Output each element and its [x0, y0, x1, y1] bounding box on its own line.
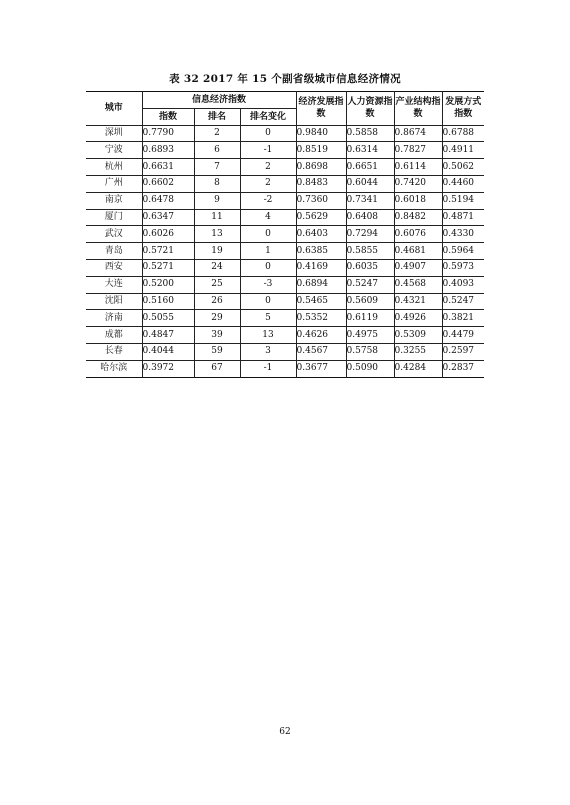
cell-dev-mode: 0.5973	[442, 259, 484, 276]
page-number: 62	[279, 727, 291, 737]
table-row	[86, 327, 484, 344]
cell-city: 深圳	[86, 125, 142, 142]
cell-dev-mode: 0.5247	[442, 293, 484, 310]
cell-index: 0.6478	[142, 192, 194, 209]
cell-industry: 0.4907	[394, 259, 442, 276]
cell-dev-mode: 0.4479	[442, 327, 484, 344]
cell-index: 0.6602	[142, 175, 194, 192]
cell-dev-mode: 0.2837	[442, 360, 484, 377]
cell-industry: 0.5309	[394, 327, 442, 344]
cell-dev-mode: 0.5964	[442, 243, 484, 260]
cell-dev-mode: 0.6788	[442, 125, 484, 142]
cell-index: 0.5200	[142, 276, 194, 293]
table-row	[86, 175, 484, 192]
header-rank-change: 排名变化	[240, 108, 296, 125]
cell-human-res: 0.5855	[346, 243, 394, 260]
header-dev-mode: 发展方式指数	[442, 92, 484, 126]
cell-dev-mode: 0.4871	[442, 209, 484, 226]
cell-econ-dev: 0.5629	[296, 209, 346, 226]
cell-dev-mode: 0.4911	[442, 142, 484, 159]
table-row	[86, 243, 484, 260]
cell-econ-dev: 0.4567	[296, 343, 346, 360]
cell-rank: 67	[194, 360, 240, 377]
cell-rank: 39	[194, 327, 240, 344]
table-row	[86, 276, 484, 293]
cell-rank-change: 0	[240, 293, 296, 310]
header-info-economy: 信息经济指数	[142, 92, 296, 109]
cell-index: 0.5271	[142, 259, 194, 276]
table-row	[86, 343, 484, 360]
cell-city: 杭州	[86, 159, 142, 176]
table-row	[86, 259, 484, 276]
cell-econ-dev: 0.5352	[296, 310, 346, 327]
cell-industry: 0.4284	[394, 360, 442, 377]
cell-human-res: 0.6035	[346, 259, 394, 276]
cell-dev-mode: 0.5194	[442, 192, 484, 209]
cell-rank-change: -1	[240, 142, 296, 159]
cell-rank-change: 3	[240, 343, 296, 360]
cell-index: 0.6026	[142, 226, 194, 243]
cell-econ-dev: 0.6403	[296, 226, 346, 243]
cell-human-res: 0.5609	[346, 293, 394, 310]
cell-econ-dev: 0.8519	[296, 142, 346, 159]
cell-econ-dev: 0.3677	[296, 360, 346, 377]
cell-econ-dev: 0.8483	[296, 175, 346, 192]
data-table	[86, 91, 484, 378]
cell-industry: 0.8674	[394, 125, 442, 142]
table-row	[86, 226, 484, 243]
cell-city: 宁波	[86, 142, 142, 159]
cell-city: 沈阳	[86, 293, 142, 310]
cell-city: 成都	[86, 327, 142, 344]
cell-industry: 0.7827	[394, 142, 442, 159]
header-industry: 产业结构指数	[394, 92, 442, 126]
cell-human-res: 0.7341	[346, 192, 394, 209]
cell-econ-dev: 0.9840	[296, 125, 346, 142]
table-header	[86, 92, 484, 126]
cell-rank-change: 5	[240, 310, 296, 327]
table-row	[86, 142, 484, 159]
cell-rank: 7	[194, 159, 240, 176]
cell-industry: 0.3255	[394, 343, 442, 360]
cell-city: 厦门	[86, 209, 142, 226]
cell-city: 武汉	[86, 226, 142, 243]
cell-rank-change: 0	[240, 259, 296, 276]
cell-rank-change: 1	[240, 243, 296, 260]
cell-industry: 0.6076	[394, 226, 442, 243]
cell-rank-change: -2	[240, 192, 296, 209]
cell-rank: 2	[194, 125, 240, 142]
cell-rank: 8	[194, 175, 240, 192]
cell-rank: 29	[194, 310, 240, 327]
table-row	[86, 159, 484, 176]
cell-rank: 59	[194, 343, 240, 360]
cell-index: 0.6347	[142, 209, 194, 226]
cell-city: 青岛	[86, 243, 142, 260]
cell-index: 0.7790	[142, 125, 194, 142]
header-row-1	[86, 92, 484, 109]
cell-human-res: 0.4975	[346, 327, 394, 344]
cell-dev-mode: 0.4093	[442, 276, 484, 293]
cell-index: 0.4847	[142, 327, 194, 344]
cell-human-res: 0.6408	[346, 209, 394, 226]
cell-rank-change: -1	[240, 360, 296, 377]
cell-human-res: 0.5858	[346, 125, 394, 142]
cell-human-res: 0.6119	[346, 310, 394, 327]
cell-industry: 0.7420	[394, 175, 442, 192]
cell-city: 济南	[86, 310, 142, 327]
table-row	[86, 209, 484, 226]
cell-index: 0.4044	[142, 343, 194, 360]
cell-city: 长春	[86, 343, 142, 360]
cell-index: 0.5160	[142, 293, 194, 310]
cell-dev-mode: 0.4460	[442, 175, 484, 192]
cell-index: 0.5721	[142, 243, 194, 260]
cell-rank-change: -3	[240, 276, 296, 293]
cell-rank: 19	[194, 243, 240, 260]
cell-dev-mode: 0.5062	[442, 159, 484, 176]
cell-industry: 0.6018	[394, 192, 442, 209]
cell-dev-mode: 0.3821	[442, 310, 484, 327]
cell-industry: 0.6114	[394, 159, 442, 176]
cell-human-res: 0.5247	[346, 276, 394, 293]
cell-human-res: 0.6651	[346, 159, 394, 176]
cell-human-res: 0.5090	[346, 360, 394, 377]
cell-econ-dev: 0.4169	[296, 259, 346, 276]
cell-rank: 11	[194, 209, 240, 226]
cell-dev-mode: 0.2597	[442, 343, 484, 360]
cell-econ-dev: 0.4626	[296, 327, 346, 344]
cell-dev-mode: 0.4330	[442, 226, 484, 243]
cell-industry: 0.4568	[394, 276, 442, 293]
cell-rank-change: 2	[240, 159, 296, 176]
table-row	[86, 125, 484, 142]
cell-rank: 25	[194, 276, 240, 293]
header-human-res: 人力资源指数	[346, 92, 394, 126]
cell-rank-change: 4	[240, 209, 296, 226]
cell-rank: 6	[194, 142, 240, 159]
cell-rank: 9	[194, 192, 240, 209]
cell-index: 0.6893	[142, 142, 194, 159]
cell-index: 0.5055	[142, 310, 194, 327]
table-title: 表 32 2017 年 15 个副省级城市信息经济情况	[169, 73, 401, 85]
cell-human-res: 0.6314	[346, 142, 394, 159]
table-row	[86, 360, 484, 377]
cell-city: 西安	[86, 259, 142, 276]
cell-rank-change: 0	[240, 125, 296, 142]
cell-rank: 24	[194, 259, 240, 276]
header-city: 城市	[86, 92, 142, 126]
cell-rank-change: 13	[240, 327, 296, 344]
table-row	[86, 310, 484, 327]
cell-city: 南京	[86, 192, 142, 209]
cell-city: 广州	[86, 175, 142, 192]
cell-industry: 0.4926	[394, 310, 442, 327]
cell-human-res: 0.5758	[346, 343, 394, 360]
header-rank: 排名	[194, 108, 240, 125]
cell-econ-dev: 0.5465	[296, 293, 346, 310]
cell-econ-dev: 0.6385	[296, 243, 346, 260]
cell-human-res: 0.7294	[346, 226, 394, 243]
cell-rank: 13	[194, 226, 240, 243]
cell-industry: 0.4321	[394, 293, 442, 310]
cell-city: 哈尔滨	[86, 360, 142, 377]
cell-index: 0.3972	[142, 360, 194, 377]
cell-rank-change: 0	[240, 226, 296, 243]
cell-industry: 0.8482	[394, 209, 442, 226]
table-row	[86, 192, 484, 209]
cell-rank: 26	[194, 293, 240, 310]
cell-industry: 0.4681	[394, 243, 442, 260]
cell-econ-dev: 0.8698	[296, 159, 346, 176]
cell-rank-change: 2	[240, 175, 296, 192]
cell-econ-dev: 0.7360	[296, 192, 346, 209]
cell-city: 大连	[86, 276, 142, 293]
table-row	[86, 293, 484, 310]
cell-econ-dev: 0.6894	[296, 276, 346, 293]
table-body	[86, 125, 484, 377]
cell-human-res: 0.6044	[346, 175, 394, 192]
cell-index: 0.6631	[142, 159, 194, 176]
header-index: 指数	[142, 108, 194, 125]
header-econ-dev: 经济发展指数	[296, 92, 346, 126]
